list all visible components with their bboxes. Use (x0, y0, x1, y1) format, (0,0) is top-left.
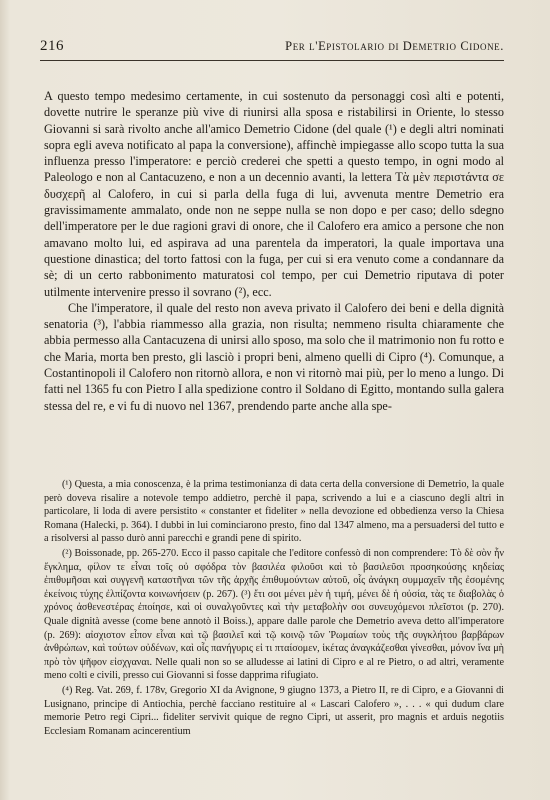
footnotes (44, 478, 504, 739)
running-title: Per l'Epistolario di Demetrio Cidone. (285, 39, 504, 53)
body-paragraph: A questo tempo medesimo certamente, in cui sostenuto da personaggi così alti e potenti, dovette nutrire le speranze più vive di riunirsi alla sposa e ristabilirsi in Oriente, lo stesso Giovanni si sarà rivolto anche all'amico Demetrio Cidone (del quale (¹) e degli altri nominati sopra egli aveva notificato al papa la conversione), affinchè impiegasse allo scopo tutta la sua influenza presso l'imperatore: e perciò crederei che spetti a questo tempo, in ogni modo al Paleologo e non al Cantacuzeno, e non a un decennio avanti, la lettera Τὰ μὲν περιστάντα σε δυσχερῆ al Calofero, in cui si parla della fuga di lui, avvenuta mentre Demetrio era gravissimamente ammalato, onde non ne seppe nulla se non dopo e per caso; dello sdegno dell'imperatore per le due ragioni gravi di onore, che il Calofero era amico a persone che non amavano molto lui, ed aspirava ad una parentela da imperatori, la quale importava una questione dinastica; del torto fattosi con la fuga, per cui si era venuto come a condannare da sè; di un certo rabbonimento maturatosi col tempo, per cui Demetrio riputava di poter utilmente intervenire presso il sovrano (²), ecc. (44, 89, 504, 299)
page-number: 216 (40, 38, 64, 54)
footnote: (⁴) Reg. Vat. 269, f. 178v, Gregorio XI da Avignone, 9 giugno 1373, a Pietro II, re di Cipro, e a Giovanni di Lusignano, principe di Antiochia, perchè facciano restituire al « Lascari Calofero », . . . « qui dudum clare memorie Petro regi Cipri... fideliter servivit quique de regno Cipri, ut asserit, pro magnis et arduis negotiis Ecclesiam Romanam acincerentium (44, 684, 504, 737)
body-paragraph: Che l'imperatore, il quale del resto non aveva privato il Calofero dei beni e della dignità senatoria (³), l'abbia riammesso alla grazia, non risulta; nemmeno risulta chiaramente che abbia permesso alla Cantacuzena di unirsi allo sposo, ma solo che il matrimonio non fu rotto e che Maria, morta ben presto, gli lasciò i propri beni, almeno quelli di Cipro (⁴). Comunque, a Costantinopoli il Calofero non ritornò allora, e non vi ritornò mai più, per lo meno a lungo. Di fatti nel 1365 fu con Pietro I alla spedizione contro il Soldano di Egitto, montando sulla galera stessa del re, e vi fu di nuovo nel 1367, prendendo parte anche alla spe- (44, 300, 504, 413)
footnote: (¹) Questa, a mia conoscenza, è la prima testimonianza di data certa della conversione di Demetrio, la quale però doveva risalire a notevole tempo addietro, perchè il papa, scrivendo a lui e a ciascuno degli altri in particolare, li loda di avere persistito « constanter et fideliter » nella devozione ed obbedienza verso la Chiesa Romana (Halecki, p. 364). I dubbi in lui cominciarono presto, fino dal 1347 almeno, ma a persuadersi del tutto e a risolversi al passo durò anni parecchi e grandi pene di spirito. (44, 479, 504, 545)
footnote: (²) Boissonade, pp. 265-270. Ecco il passo capitale che l'editore confessò di non comprendere: Τὸ δὲ σὸν ἦν ἔγκλημα, φίλον τε εἶναι τοῖς οὐ σφόδρα τὸν βασιλέα φιλοῦσι καὶ τὸ βασιλεῦσι προσηκούσης κηδείας ἐπιθυμῆσαι καὶ συγγενῆ καταστῆναι τῶν τῆς ἀρχῆς ἐπιθυμούντων αὐτοῦ, οἷς ἀνάγκη συμμαχεῖν τῆς ἐσομένης ἐκείνοις τύχης ἐλπίζοντα κοινωνήσειν (p. 267). (³) ἔτι σοι μένει μὲν ἡ τιμή, μένει δὲ ἡ οὐσία, τὰς τε διαβολὰς ὁ χρόνος ἀσθενεστέρας ἐποίησε, καὶ οἱ συναλγοῦντες καὶ τὴν μεταβολὴν σοι συνευχόμενοι πλεῖστοι (p. 270). Quale dignità avesse (come bene annotò il Boiss.), appare dalle parole che Demetrio aveva detto all'imperatore (p. 269): αἰσχιστον εἶπον εἶναι καὶ τῷ βασιλεῖ καὶ τῷ κοινῷ τῶν Ῥωμαίων τοὺς τῆς συγκλήτου βαρβάρων ἀνθρώπων, καὶ τούτων οὐδένων, καὶ οἷς πανήγυρις εἰ τι πταίσομεν, ἱκέτας ἀναγκάζεσθαι γίνεσθαι, μόνον ἵνα μὴ πρὸ τὸν ψῆφον εἰσχγαναι. Nelle quali non so se alludesse ai latini di Cipro e al re Pietro, o ad altri, veramente meno colti e civili, presso cui Giovanni si fosse dapprima rifugiato. (44, 547, 504, 682)
main-text (44, 88, 504, 414)
page-header (40, 38, 504, 61)
